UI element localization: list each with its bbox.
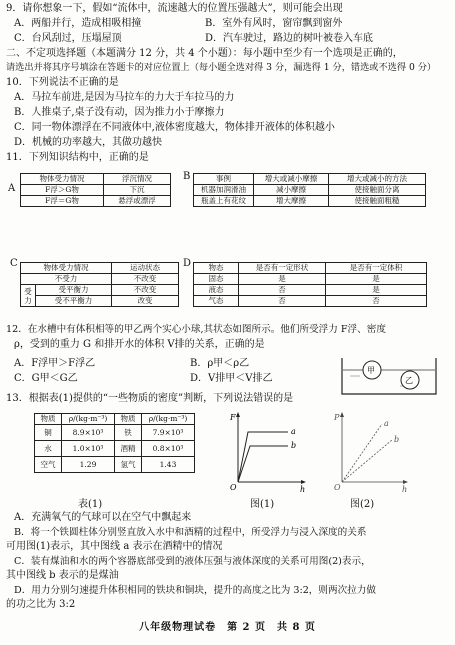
q12-option-a: A．F浮甲＞F浮乙 <box>14 358 96 369</box>
q9-option-a: A．两船并行，造成相吸相撞 <box>14 18 142 29</box>
q11-table-b: 事例 增大或减小摩擦 增大或减小的方法 机器加润滑油 减小摩擦 使接触面分离 瓶盖上有花纹 增大摩擦 使接触面粗糙 <box>193 173 426 207</box>
q10-option-d: D．机械的功率越大，其做功越快 <box>14 137 163 148</box>
q11-d-label: D <box>183 258 192 269</box>
q13-option-d-cont: 的功之比为 3:2 <box>6 599 76 610</box>
q9-option-d: D．汽车驶过，路边的树叶被卷入车底 <box>205 33 374 44</box>
fig1-label-b: b <box>291 441 297 450</box>
q11-stem: 11．下列知识结构中，正确的是 <box>6 152 149 163</box>
q11-table-a: 物体受力情况 浮沉情况 F浮＞G物 下沉 F浮＝G物 悬浮或漂浮 <box>20 173 171 207</box>
q10-option-a: A．马拉车前进,是因为马拉车的力大于车拉马的力 <box>14 92 235 103</box>
q13-table-caption: 表(1) <box>78 499 103 510</box>
q13-figure-2 <box>330 410 410 492</box>
q13-option-b: B．将一个铁圆柱体分别竖直放入水中和酒精的过程中，所受浮力与浸入深度的关系 <box>14 527 367 538</box>
q13-option-c: C．装有煤油和水的两个容器底部受到的液体压强与液体深度的关系可用图(2)表示， <box>14 556 371 567</box>
fig1-line-a <box>238 432 288 482</box>
q13-figure-1-caption: 图(1) <box>250 499 275 510</box>
q10-option-b: B．人推桌子,桌子没有动，因为推力小于摩擦力 <box>14 107 225 118</box>
q9-option-c: C．台风刮过，压塌屋顶 <box>14 33 122 44</box>
q12-option-d: D．V排甲＜V排乙 <box>190 373 273 384</box>
ball-jia-label: 甲 <box>367 366 375 375</box>
q11-b-label: B <box>183 171 191 182</box>
q12-stem-2: ρ，受到的重力 G 和排开水的体积 V排的关系，正确的是 <box>14 339 265 350</box>
q10-option-c: C．同一物体漂浮在不同液体中,液体密度越大，物体排开液体的体积越小 <box>14 122 335 133</box>
q11-a-label: A <box>8 183 16 194</box>
q13-figure-2-caption: 图(2) <box>350 499 375 510</box>
q11-c-label: C <box>10 258 18 269</box>
q13-option-a: A．充满氧气的气球可以在空气中飘起来 <box>14 512 192 523</box>
fig1-label-a: a <box>291 427 296 436</box>
q12-water-tank-figure <box>340 356 440 396</box>
fig1-line-b <box>238 446 288 482</box>
q12-stem: 12．在水槽中有体积相等的甲乙两个实心小球,其状态如图所示。他们所受浮力 F浮、密度 <box>6 324 386 335</box>
fig1-x-label: h <box>300 485 306 492</box>
q9-stem: 9．请你想象一下，假如“流体中，流速越大的位置压强越大”，则可能会出现 <box>6 3 343 14</box>
fig2-y-label: P <box>334 413 340 422</box>
ball-yi-label: 乙 <box>405 376 413 385</box>
section2-title: 二、不定项选择题（本题满分 12 分，共 4 个小题）：每小题中至少有一个选项是正确的， <box>6 48 403 59</box>
fig2-origin: O <box>334 483 341 492</box>
q12-option-b: B．ρ甲＜ρ乙 <box>190 358 250 369</box>
fig2-x-label: h <box>402 485 408 492</box>
fig2-line-a <box>342 424 382 482</box>
fig2-label-b: b <box>394 435 400 444</box>
q11-table-d: 物态 是否有一定形状 是否有一定体积 固态 是 是 液态 否 是 气态 否 否 <box>193 262 427 307</box>
fig1-origin: O <box>230 483 237 492</box>
fig1-y-label: F <box>230 413 236 422</box>
q9-option-b: B．室外有风时，窗帘飘到窗外 <box>205 18 343 29</box>
q13-option-c-cont: 其中图线 b 表示的是煤油 <box>6 570 119 581</box>
q13-density-table: 物质 ρ/(kg·m⁻³) 物质 ρ/(kg·m⁻³) 铜 8.9×10³ 铁 7.9×10³ 水 1.0×10³ 酒精 0.8×10³ 空气 1.29 氢气 1.43 <box>34 413 195 473</box>
q13-option-b-cont: 可用图(1)表示，其中图线 a 表示在酒精中的情况 <box>6 541 223 552</box>
q13-figure-1 <box>228 410 308 492</box>
page-footer: 八年级物理试卷 第 2 页 共 8 页 <box>139 622 316 633</box>
q11-table-c: 物体受力情况 运动状态 不受力 不改变 受 力 受平衡力 不改变 受不平衡力 改变 <box>20 262 179 307</box>
q13-stem: 13．根据表(1)提供的“一些物质的密度”判断，下列说法错误的是 <box>6 393 294 404</box>
q12-option-c: C．G甲＜G乙 <box>14 373 78 384</box>
q13-option-d: D．用力分别匀速提升体积相同的铁块和铜块，提升的高度之比为 3:2，则两次拉力做 <box>14 585 376 596</box>
section2-rule: 请选出并将其序号填涂在答题卡的对应位置上（每小题全选对得 3 分，漏选得 1 分，错选或不选得 0 分） <box>6 62 437 73</box>
q10-stem: 10．下列说法不正确的是 <box>6 77 119 88</box>
fig2-label-a: a <box>384 419 389 428</box>
